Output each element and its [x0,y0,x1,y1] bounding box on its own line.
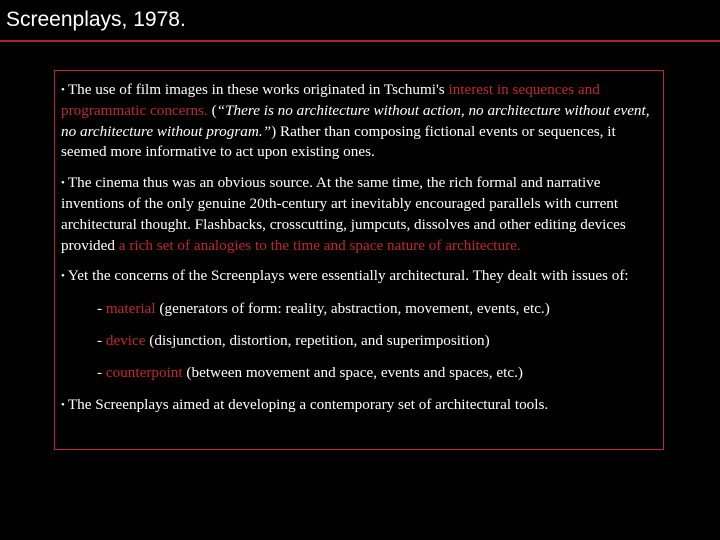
bullet-item-architectural-concerns [61,266,657,287]
bullet-item-tools [61,395,657,416]
sub-item-desc: (between movement and space, events and spaces, etc.) [182,363,523,381]
dash-marker: - [97,300,106,318]
sub-item-term: device [105,331,146,349]
sub-item-desc: (generators of form: reality, abstraction, movement, events, etc.) [155,300,550,318]
highlight-text: a rich set of analogies to the time and space nature of architecture. [118,236,521,254]
dash-marker: - [97,331,106,349]
bullet-item-film-images [61,80,657,163]
bullet-text: ) Rather than composing fictional events or sequences, it seemed more informative to act upon existing ones. [61,122,616,161]
bullet-marker: • [61,177,65,190]
sub-item-device [97,331,657,352]
sub-item-desc: (disjunction, distortion, repetition, and superimposition) [145,331,490,349]
bullet-marker: • [61,270,65,283]
bullet-item-cinema-source [61,173,657,256]
sub-item-term: material [105,300,156,318]
bullet-marker: • [61,84,65,96]
bullet-text: The use of film images in these works originated in Tschumi's [67,81,449,98]
bullet-marker: • [61,398,65,411]
sub-item-counterpoint [97,363,657,384]
bullet-text: The cinema thus was an obvious source. At the same time, the rich formal and narrative inventions of the only genuine 20th-century art inevitably encouraged parallels with current architectural thought. Flashbacks, crosscutting, jumpcuts, dissolves and other editing devices provided [61,174,626,254]
bullet-text: ( [207,101,217,119]
highlight-text: interest in sequences and programmatic concerns. [61,81,600,119]
dash-marker: - [97,363,106,381]
quote-text: “There is no architecture without action, no architecture without event, no architecture without program.” [61,101,650,140]
bullet-list [61,80,657,425]
bullet-text: Yet the concerns of the Screenplays were essentially architectural. They dealt with issues of: [67,267,629,285]
slide-title: Screenplays, 1978. [6,8,186,31]
title-divider [0,40,720,42]
sub-item-term: counterpoint [105,363,183,381]
sub-item-material [97,299,657,320]
bullet-text: The Screenplays aimed at developing a contemporary set of architectural tools. [67,395,549,413]
